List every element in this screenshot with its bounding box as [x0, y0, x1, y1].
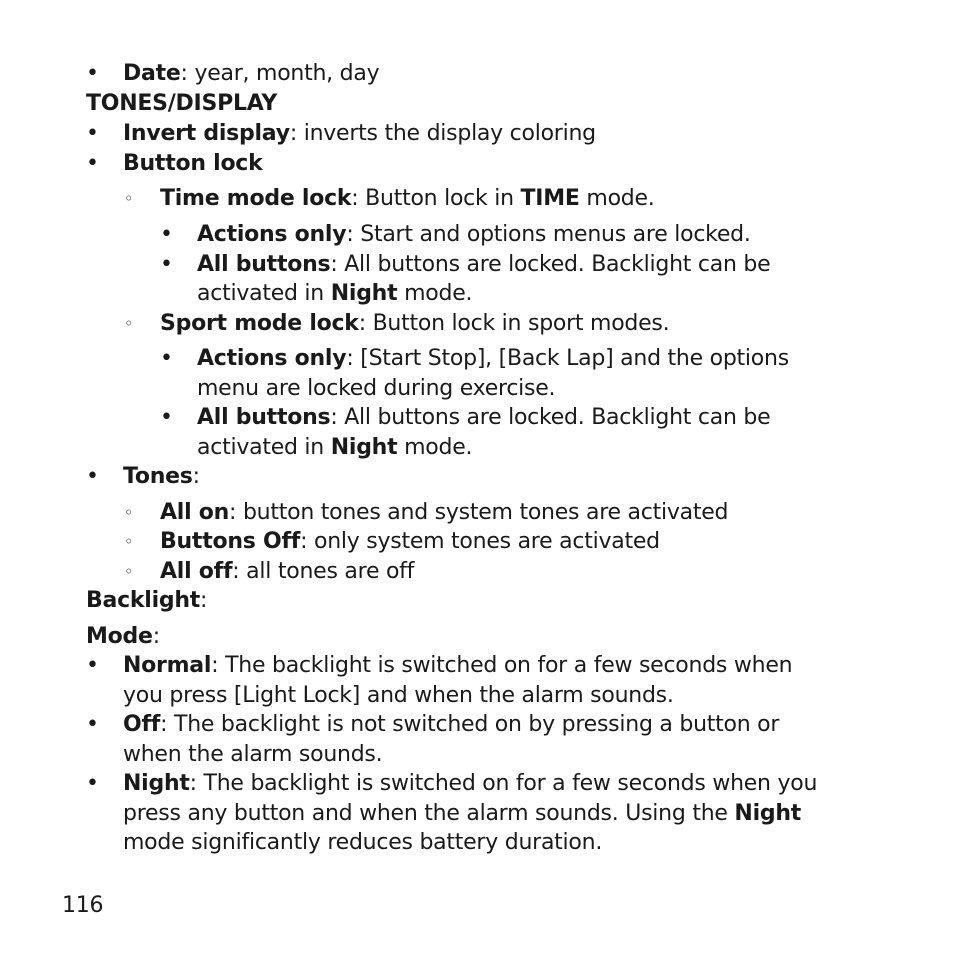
bold-term: Normal: [123, 653, 212, 678]
text-run: : All buttons are locked. Backlight can be: [330, 252, 771, 277]
text-run: : The backlight is switched on for a few seconds when you: [189, 771, 818, 796]
text-run: mode.: [397, 435, 473, 460]
sub-bullet-icon: ◦: [124, 562, 134, 581]
bold-term: Time mode lock: [160, 186, 352, 211]
bold-term: Backlight: [86, 588, 201, 613]
text-run: :: [152, 624, 160, 649]
text-line: [197, 375, 555, 403]
bold-term: Tones: [123, 464, 193, 489]
text-line: [123, 800, 801, 828]
text-run: :: [192, 464, 200, 489]
text-run: :: [200, 588, 208, 613]
text-line: [123, 150, 262, 178]
bold-term: All buttons: [197, 252, 331, 277]
bold-term: Night: [123, 771, 190, 796]
bold-term: Date: [123, 61, 181, 86]
bold-term: All off: [160, 559, 233, 584]
bold-term: Buttons Off: [160, 529, 301, 554]
bold-term: Night: [734, 801, 802, 826]
text-run: : Button lock in: [351, 186, 521, 211]
text-line: [197, 221, 751, 249]
bullet-icon: •: [86, 771, 99, 796]
bold-term: All buttons: [197, 405, 331, 430]
text-line: [160, 528, 660, 556]
sub-bullet-icon: ◦: [124, 314, 134, 333]
text-line: [123, 463, 200, 491]
text-run: : Button lock in sport modes.: [358, 311, 670, 336]
text-line: [160, 185, 655, 213]
bold-term: TONES/DISPLAY: [86, 91, 278, 116]
text-run: : Start and options menus are locked.: [346, 222, 751, 247]
bold-term: Actions only: [197, 222, 347, 247]
bold-term: Night: [330, 435, 398, 460]
text-line: [197, 345, 789, 373]
bullet-icon: •: [86, 712, 99, 737]
text-run: menu are locked during exercise.: [197, 376, 556, 401]
bold-term: Off: [123, 712, 161, 737]
bullet-icon: •: [160, 405, 173, 430]
sub-bullet-icon: ◦: [124, 503, 134, 522]
text-line: [86, 587, 207, 615]
text-run: mode.: [579, 186, 655, 211]
bold-term: Invert display: [123, 121, 290, 146]
bullet-icon: •: [86, 61, 99, 86]
bold-term: Actions only: [197, 346, 347, 371]
text-line: [160, 499, 728, 527]
text-line: [123, 120, 596, 148]
bullet-icon: •: [160, 252, 173, 277]
bold-term: TIME: [520, 186, 580, 211]
text-line: [123, 829, 602, 857]
bold-term: All on: [160, 500, 230, 525]
text-line: [123, 60, 379, 88]
bullet-icon: •: [86, 653, 99, 678]
text-line: [197, 280, 472, 308]
text-line: [160, 558, 414, 586]
text-line: [123, 682, 674, 710]
text-line: [160, 310, 669, 338]
text-run: mode.: [397, 281, 473, 306]
text-run: : The backlight is switched on for a few seconds when: [211, 653, 793, 678]
text-line: [123, 770, 817, 798]
text-line: [197, 251, 770, 279]
text-run: mode significantly reduces battery duration.: [123, 830, 603, 855]
text-run: activated in: [197, 281, 331, 306]
text-run: : only system tones are activated: [300, 529, 660, 554]
text-line: [123, 741, 382, 769]
bullet-icon: •: [160, 222, 173, 247]
text-line: [197, 434, 472, 462]
text-run: : button tones and system tones are activated: [229, 500, 729, 525]
bullet-icon: •: [86, 464, 99, 489]
text-run: you press [Light Lock] and when the alarm sounds.: [123, 683, 674, 708]
text-line: [123, 711, 779, 739]
text-line: [86, 90, 277, 118]
bold-term: Night: [330, 281, 398, 306]
text-run: press any button and when the alarm sounds. Using the: [123, 801, 735, 826]
bullet-icon: •: [160, 346, 173, 371]
bold-term: Sport mode lock: [160, 311, 359, 336]
sub-bullet-icon: ◦: [124, 532, 134, 551]
bold-term: Button lock: [123, 151, 263, 176]
text-run: activated in: [197, 435, 331, 460]
text-run: : inverts the display coloring: [289, 121, 596, 146]
text-line: [86, 623, 160, 651]
text-run: : All buttons are locked. Backlight can be: [330, 405, 771, 430]
text-run: when the alarm sounds.: [123, 742, 383, 767]
bullet-icon: •: [86, 151, 99, 176]
bullet-icon: •: [86, 121, 99, 146]
text-line: [123, 652, 792, 680]
text-run: : [Start Stop], [Back Lap] and the options: [346, 346, 789, 371]
sub-bullet-icon: ◦: [124, 189, 134, 208]
text-run: : The backlight is not switched on by pressing a button or: [160, 712, 780, 737]
text-run: : all tones are off: [232, 559, 415, 584]
bold-term: Mode: [86, 624, 153, 649]
text-run: : year, month, day: [180, 61, 380, 86]
page-number: 116: [62, 893, 104, 918]
text-line: [197, 404, 770, 432]
